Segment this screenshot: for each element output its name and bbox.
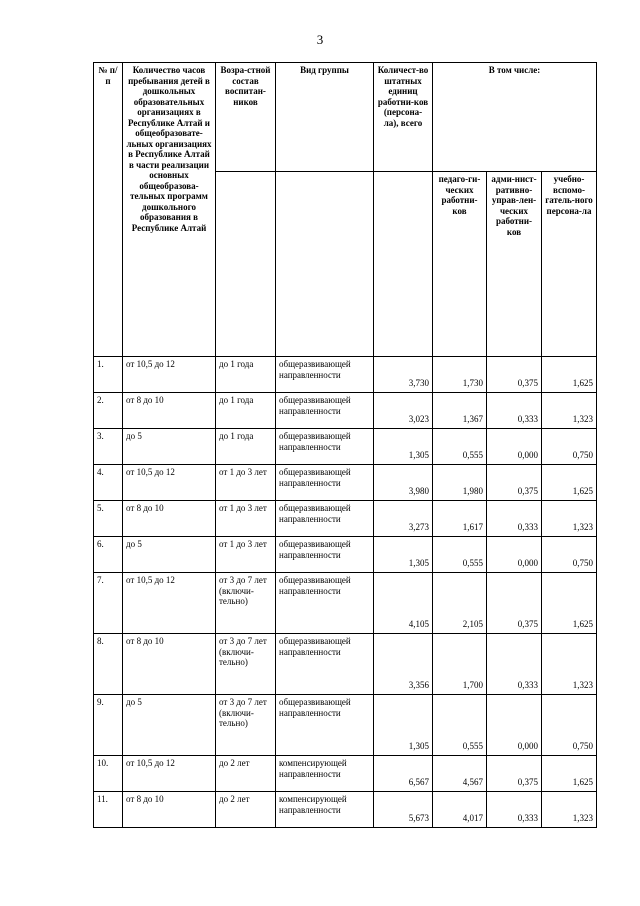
header-auxiliary: учебно-вспомо-гатель-ного персона-ла (542, 172, 597, 357)
row-pedagogical: 4,567 (433, 756, 487, 792)
staffing-table (93, 62, 597, 828)
table-row (94, 792, 597, 828)
row-age: до 2 лет (216, 792, 276, 828)
header-pedagogical: педаго-ги-ческих работни-ков (433, 172, 487, 357)
row-age: от 1 до 3 лет (216, 537, 276, 573)
row-hours: до 5 (123, 695, 216, 756)
row-age: до 2 лет (216, 756, 276, 792)
header-administrative: адми-нист-ративно-управ-лен-ческих работни-ков (487, 172, 542, 357)
row-auxiliary: 1,625 (542, 756, 597, 792)
row-auxiliary: 1,323 (542, 501, 597, 537)
table-row (94, 393, 597, 429)
row-total: 4,105 (374, 573, 433, 634)
header-hours: Количество часов пребывания детей в дошкольных образовательных организациях в Республике Алтай и общеобразовате-льных организациях в Республике Алтай в части реализации основных общеобразова-тельных программ дошкольного образования в Республике Алтай (123, 63, 216, 357)
row-administrative: 0,333 (487, 792, 542, 828)
table-row (94, 501, 597, 537)
row-pedagogical: 0,555 (433, 537, 487, 573)
row-group-type: общеразвивающей направленности (276, 429, 374, 465)
table-row (94, 465, 597, 501)
row-num: 5. (94, 501, 123, 537)
row-num: 8. (94, 634, 123, 695)
row-num: 3. (94, 429, 123, 465)
row-pedagogical: 0,555 (433, 695, 487, 756)
row-group-type: компенсирующей направленности (276, 756, 374, 792)
header-including: В том числе: (433, 63, 597, 172)
row-hours: от 10,5 до 12 (123, 573, 216, 634)
header-group-type-empty (276, 172, 374, 357)
row-group-type: общеразвивающей направленности (276, 357, 374, 393)
row-administrative: 0,000 (487, 695, 542, 756)
row-pedagogical: 1,617 (433, 501, 487, 537)
row-age: от 1 до 3 лет (216, 501, 276, 537)
row-administrative: 0,375 (487, 357, 542, 393)
row-group-type: общеразвивающей направленности (276, 465, 374, 501)
row-auxiliary: 0,750 (542, 695, 597, 756)
page-number: 3 (316, 32, 324, 47)
row-auxiliary: 1,323 (542, 634, 597, 695)
header-total-staff: Количест-во штатных единиц работни-ков (персона-ла), всего (374, 63, 433, 172)
row-group-type: общеразвивающей направленности (276, 695, 374, 756)
row-total: 3,273 (374, 501, 433, 537)
row-num: 10. (94, 756, 123, 792)
header-row-top (94, 63, 597, 172)
row-group-type: общеразвивающей направленности (276, 573, 374, 634)
table-row (94, 573, 597, 634)
row-pedagogical: 1,730 (433, 357, 487, 393)
row-administrative: 0,375 (487, 573, 542, 634)
table-row (94, 695, 597, 756)
table-row (94, 756, 597, 792)
row-administrative: 0,000 (487, 429, 542, 465)
row-administrative: 0,000 (487, 537, 542, 573)
row-total: 3,356 (374, 634, 433, 695)
row-age: от 3 до 7 лет (включи-тельно) (216, 695, 276, 756)
row-num: 9. (94, 695, 123, 756)
row-num: 7. (94, 573, 123, 634)
row-total: 1,305 (374, 537, 433, 573)
table-row (94, 429, 597, 465)
row-auxiliary: 0,750 (542, 429, 597, 465)
table-row (94, 357, 597, 393)
header-age-empty (216, 172, 276, 357)
row-administrative: 0,333 (487, 393, 542, 429)
row-administrative: 0,333 (487, 634, 542, 695)
row-group-type: общеразвивающей направленности (276, 501, 374, 537)
row-total: 3,023 (374, 393, 433, 429)
row-auxiliary: 1,323 (542, 792, 597, 828)
row-auxiliary: 1,323 (542, 393, 597, 429)
row-group-type: общеразвивающей направленности (276, 634, 374, 695)
row-pedagogical: 0,555 (433, 429, 487, 465)
row-administrative: 0,333 (487, 501, 542, 537)
row-num: 2. (94, 393, 123, 429)
row-auxiliary: 1,625 (542, 573, 597, 634)
row-hours: от 8 до 10 (123, 501, 216, 537)
row-hours: до 5 (123, 429, 216, 465)
row-group-type: общеразвивающей направленности (276, 393, 374, 429)
row-num: 11. (94, 792, 123, 828)
row-auxiliary: 0,750 (542, 537, 597, 573)
table-row (94, 634, 597, 695)
header-num: № п/п (94, 63, 123, 357)
table-row (94, 537, 597, 573)
header-group-type: Вид группы (276, 63, 374, 172)
row-total: 3,980 (374, 465, 433, 501)
row-auxiliary: 1,625 (542, 465, 597, 501)
row-num: 1. (94, 357, 123, 393)
row-pedagogical: 4,017 (433, 792, 487, 828)
row-hours: от 10,5 до 12 (123, 756, 216, 792)
row-total: 6,567 (374, 756, 433, 792)
row-num: 4. (94, 465, 123, 501)
row-hours: до 5 (123, 537, 216, 573)
row-pedagogical: 1,367 (433, 393, 487, 429)
row-administrative: 0,375 (487, 756, 542, 792)
row-total: 1,305 (374, 429, 433, 465)
row-administrative: 0,375 (487, 465, 542, 501)
row-age: до 1 года (216, 357, 276, 393)
header-age: Возра-стной состав воспитан-ников (216, 63, 276, 172)
row-pedagogical: 1,980 (433, 465, 487, 501)
row-age: от 1 до 3 лет (216, 465, 276, 501)
row-total: 3,730 (374, 357, 433, 393)
row-auxiliary: 1,625 (542, 357, 597, 393)
row-hours: от 8 до 10 (123, 634, 216, 695)
row-group-type: общеразвивающей направленности (276, 537, 374, 573)
header-total-staff-empty (374, 172, 433, 357)
row-age: от 3 до 7 лет (включи-тельно) (216, 634, 276, 695)
row-pedagogical: 1,700 (433, 634, 487, 695)
row-age: от 3 до 7 лет (включи-тельно) (216, 573, 276, 634)
row-age: до 1 года (216, 393, 276, 429)
row-age: до 1 года (216, 429, 276, 465)
row-total: 5,673 (374, 792, 433, 828)
row-group-type: компенсирующей направленности (276, 792, 374, 828)
row-pedagogical: 2,105 (433, 573, 487, 634)
row-total: 1,305 (374, 695, 433, 756)
row-hours: от 8 до 10 (123, 792, 216, 828)
row-hours: от 10,5 до 12 (123, 357, 216, 393)
row-num: 6. (94, 537, 123, 573)
row-hours: от 8 до 10 (123, 393, 216, 429)
row-hours: от 10,5 до 12 (123, 465, 216, 501)
